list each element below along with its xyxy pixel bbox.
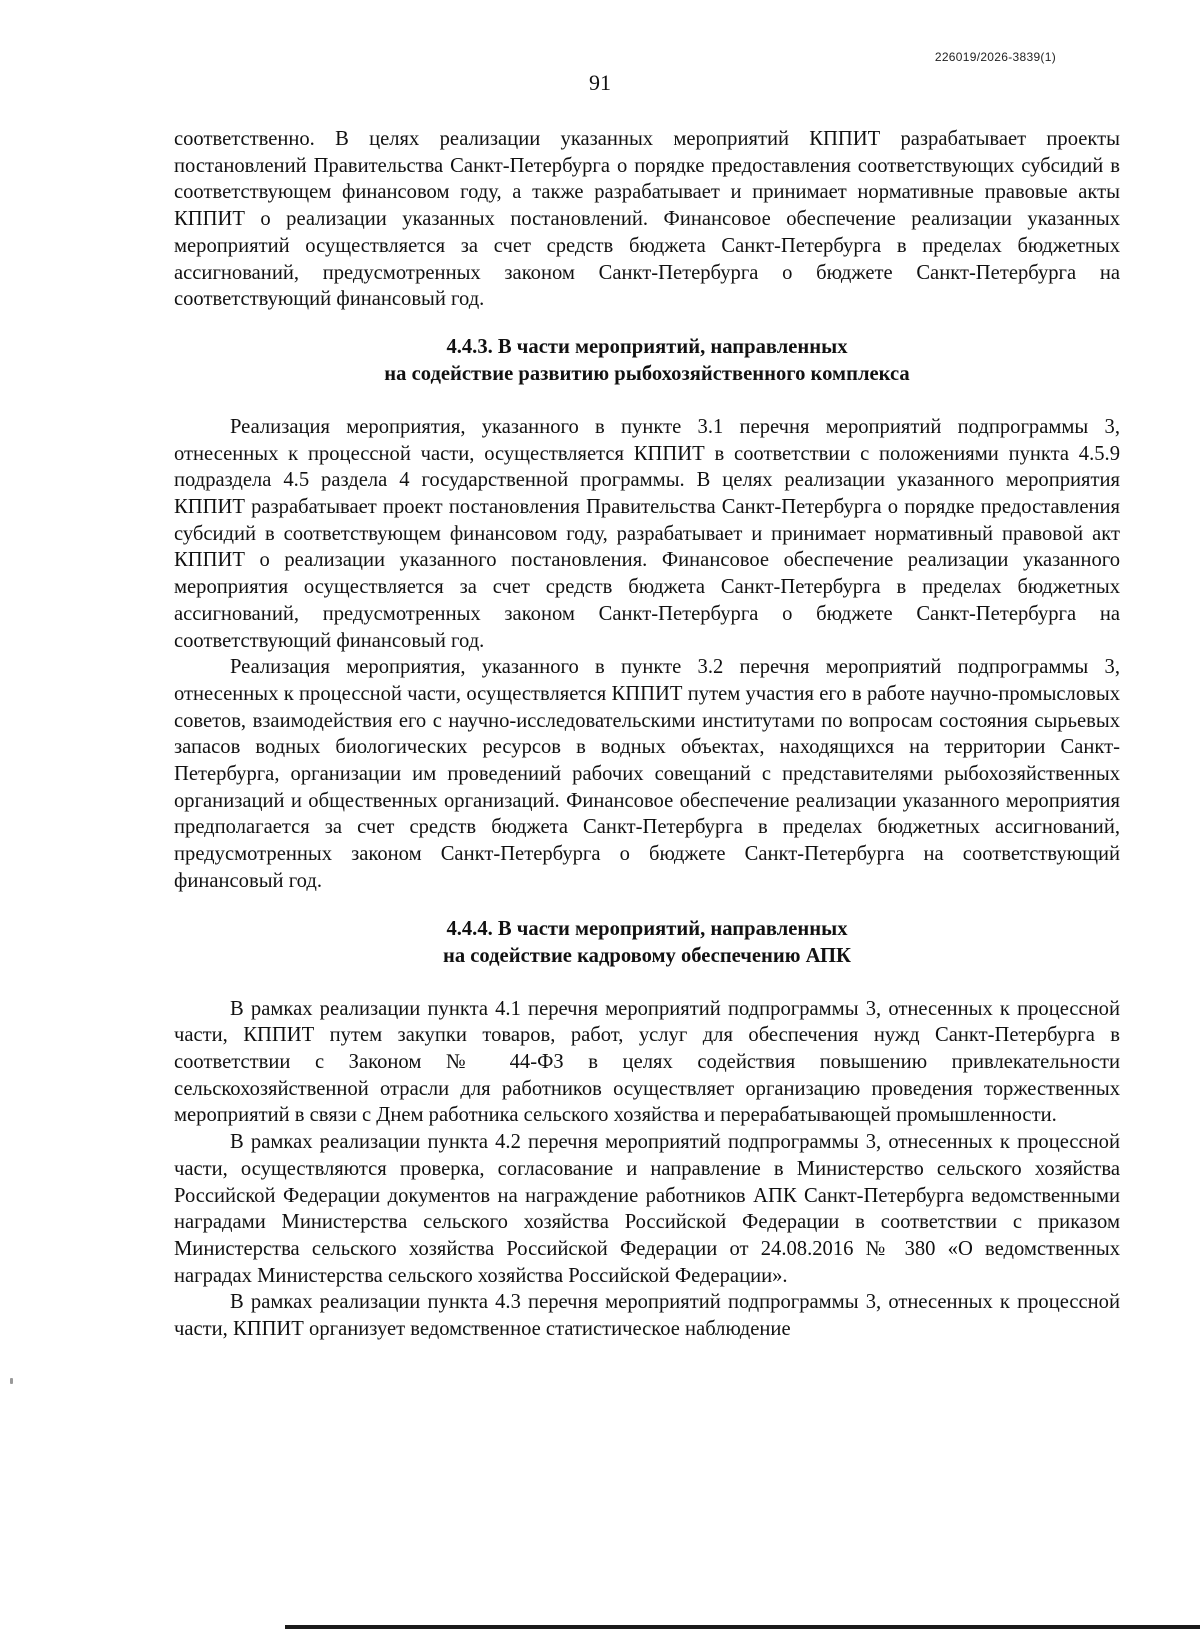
section-heading-4-4-3-line2: на содействие развитию рыбохозяйственного комплекса xyxy=(384,362,910,385)
paragraph-4-4-4-2: В рамках реализации пункта 4.2 перечня мероприятий подпрограммы 3, отнесенных к процессной части, осуществляются проверка, согласование и направление в Министерство сельского хозяйства Российской Федерации документов на награждение работников АПК Санкт-Петербурга ведомственными наградами Министерства сельского хозяйства Российской Федерации в соответствии с приказом Министерства сельского хозяйства Российской Федерации от 24.08.2016 № 380 «О ведомственных наградах Министерства сельского хозяйства Российской Федерации». xyxy=(174,1131,1120,1287)
section-heading-4-4-3 xyxy=(174,334,1120,388)
paragraph-4-4-3-1: Реализация мероприятия, указанного в пункте 3.1 перечня мероприятий подпрограммы 3, отнесенных к процессной части, осуществляется КППИТ в соответствии с положениями пункта 4.5.9 подраздела 4.5 раздела 4 государственной программы. В целях реализации указанного мероприятия КППИТ разрабатывает проект постановления Правительства Санкт-Петербурга о порядке предоставления субсидий в соответствующем финансовом году, разрабатывает и принимает нормативный правовой акт КППИТ о реализации указанного постановления. Финансовое обеспечение реализации указанного мероприятия осуществляется за счет средств бюджета Санкт-Петербурга в пределах бюджетных ассигнований, предусмотренных законом Санкт-Петербурга о бюджете Санкт-Петербурга на соответствующий финансовый год. xyxy=(174,415,1120,652)
section-heading-4-4-3-line1: 4.4.3. В части мероприятий, направленных xyxy=(446,335,848,358)
section-heading-4-4-4 xyxy=(174,916,1120,970)
scan-speck xyxy=(10,1378,13,1384)
section-heading-4-4-4-line2: на содействие кадровому обеспечению АПК xyxy=(442,944,851,967)
section-heading-4-4-4-line1: 4.4.4. В части мероприятий, направленных xyxy=(446,917,848,940)
document-id: 226019/2026-3839(1) xyxy=(934,50,1056,64)
paragraph-4-4-4-3: В рамках реализации пункта 4.3 перечня мероприятий подпрограммы 3, отнесенных к процессной части, КППИТ организует ведомственное статистическое наблюдение xyxy=(174,1291,1120,1341)
page-number: 91 xyxy=(589,70,611,95)
paragraph-intro: соответственно. В целях реализации указанных мероприятий КППИТ разрабатывает проекты постановлений Правительства Санкт-Петербурга о порядке предоставления соответствующих субсидий в соответствующем финансовом году, а также разрабатывает и принимает нормативные правовые акты КППИТ о реализации указанных постановлений. Финансовое обеспечение реализации указанных мероприятий осуществляется за счет средств бюджета Санкт-Петербурга в пределах бюджетных ассигнований, предусмотренных законом Санкт-Петербурга о бюджете Санкт-Петербурга на соответствующий финансовый год. xyxy=(174,128,1120,311)
paragraph-4-4-3-2: Реализация мероприятия, указанного в пункте 3.2 перечня мероприятий подпрограммы 3, отнесенных к процессной части, осуществляется КППИТ путем участия его в работе научно-промысловых советов, взаимодействия его с научно-исследовательскими институтами по вопросам состояния сырьевых запасов водных биологических ресурсов в водных объектах, находящихся на территории Санкт-Петербурга, организации им проведениий рабочих совещаний с представителями рыбохозяйственных организаций и общественных организаций. Финансовое обеспечение реализации указанного мероприятия предполагается за счет средств бюджета Санкт-Петербурга в пределах бюджетных ассигнований, предусмотренных законом Санкт-Петербурга о бюджете Санкт-Петербурга на соответствующий финансовый год. xyxy=(174,656,1120,892)
scan-bottom-edge xyxy=(285,1625,1200,1629)
paragraph-4-4-4-1: В рамках реализации пункта 4.1 перечня мероприятий подпрограммы 3, отнесенных к процессной части, КППИТ путем закупки товаров, работ, услуг для обеспечения нужд Санкт-Петербурга в соответствии с Законом № 44-ФЗ в целях содействия повышению привлекательности сельскохозяйственной отрасли для работников осуществляет организацию проведения торжественных мероприятий в связи с Днем работника сельского хозяйства и перерабатывающей промышленности. xyxy=(174,997,1120,1127)
document-body xyxy=(174,126,1120,1343)
